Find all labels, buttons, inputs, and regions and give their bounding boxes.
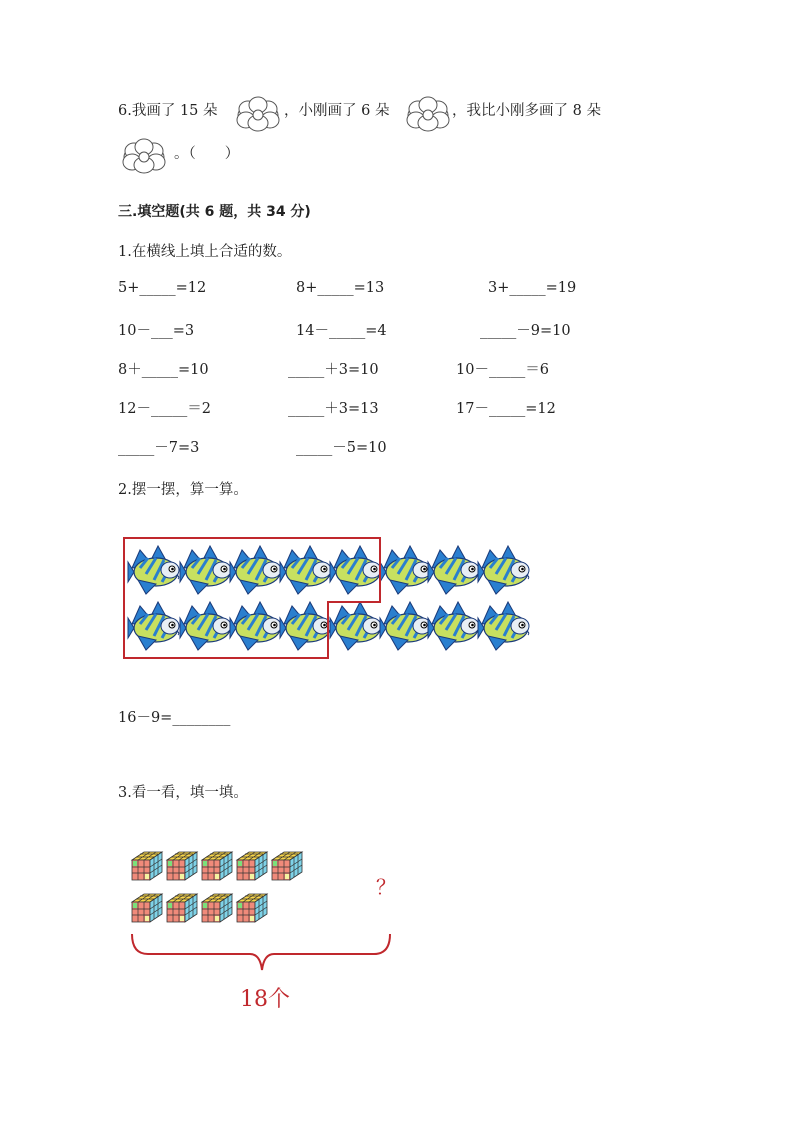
rubiks-cube-icon [132,852,162,880]
fish-illustration [122,534,536,662]
rubiks-cube-icon [167,852,197,880]
flower-icon [120,137,168,177]
fish-icon [230,602,281,650]
equation: 8＋_____=10 [118,362,209,378]
equation: _____＋3=13 [288,401,379,417]
problem2-title: 2.摆一摆，算一算。 [118,482,248,498]
equation: 5+_____=12 [118,280,207,296]
fish-icon [128,546,179,594]
equation: 10－___=3 [118,323,195,339]
equation: 10－_____＝6 [456,362,549,378]
equation: 17－_____=12 [456,401,556,417]
cubes-illustration [128,848,312,928]
fish-icon [280,546,331,594]
fish-icon [128,602,179,650]
equation: 14－_____=4 [296,323,387,339]
equation: _____＋3=10 [288,362,379,378]
fish-icon [380,546,431,594]
fish-icon [428,602,479,650]
rubiks-cube-icon [202,852,232,880]
section-heading: 三.填空题(共 6 题，共 34 分) [118,204,311,220]
rubiks-cube-icon [237,852,267,880]
problem2-equation: 16－9=________ [118,710,231,726]
total-label: 18个 [240,987,290,1012]
q6-text-part4: 。（ ） [174,146,240,162]
fish-icon [428,546,479,594]
flower-icon [234,95,282,135]
rubiks-cube-icon [132,894,162,922]
fish-icon [478,546,529,594]
rubiks-cube-icon [202,894,232,922]
equation: 8+_____=13 [296,280,385,296]
rubiks-cube-icon [237,894,267,922]
fish-icon [380,602,431,650]
problem3-title: 3.看一看，填一填。 [118,785,248,801]
rubiks-cube-icon [272,852,302,880]
fish-icon [180,546,231,594]
q6-text-part1: 6.我画了 15 朵 [118,103,218,119]
rubiks-cube-icon [167,894,197,922]
fish-icon [230,546,281,594]
fish-icon [180,602,231,650]
brace-bracket [128,930,394,974]
fish-icon [330,602,381,650]
equation: _____－5=10 [296,440,387,456]
q6-text-part2: ，小刚画了 6 朵 [284,103,390,119]
q6-text-part3: ，我比小刚多画了 8 朵 [452,103,601,119]
flower-icon [404,95,452,135]
equation: 12－_____＝2 [118,401,211,417]
question-mark: ？ [376,875,396,899]
fish-icon [478,602,529,650]
fish-icon [280,602,331,650]
equation: 3+_____=19 [488,280,577,296]
equation: _____－9=10 [480,323,571,339]
fish-icon [330,546,381,594]
equation: _____－7=3 [118,440,200,456]
problem1-title: 1.在横线上填上合适的数。 [118,244,292,260]
